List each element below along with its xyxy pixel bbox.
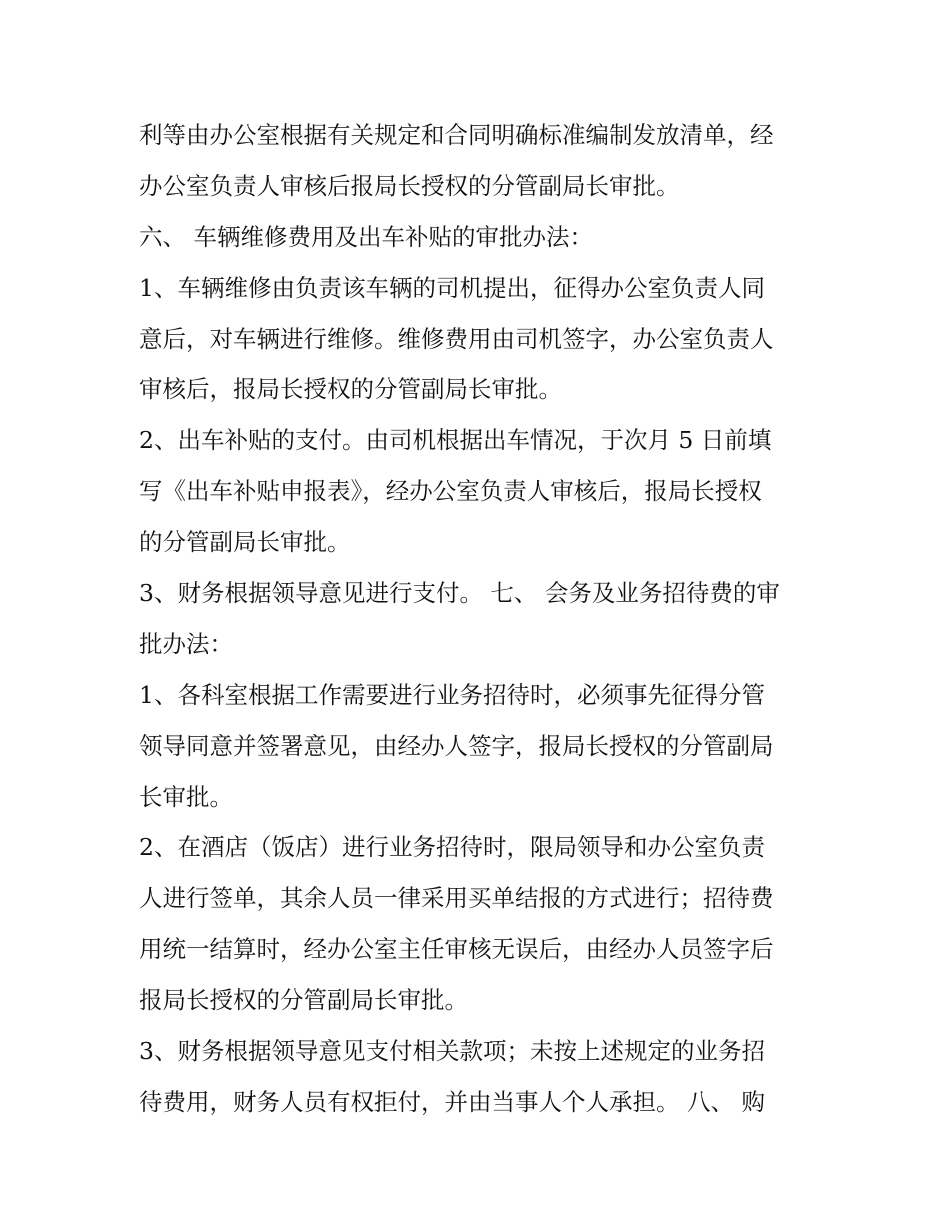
text-line: 人进行签单，其余人员一律采用买单结报的方式进行；招待费: [139, 884, 774, 913]
section-heading: 六、 车辆维修费用及出车补贴的审批办法：: [139, 222, 593, 251]
text-line: 用统一结算时，经办公室主任审核无误后，由经办人员签字后: [139, 935, 774, 964]
text-line: 长审批。: [139, 782, 233, 811]
text-line: 2、在酒店（饭店）进行业务招待时，限局领导和办公室负责: [139, 833, 765, 862]
text-line: 1、车辆维修由负责该车辆的司机提出，征得办公室负责人同: [139, 273, 765, 302]
text-line: 审核后，报局长授权的分管副局长审批。: [139, 375, 562, 404]
text-line: 3、财务根据领导意见进行支付。 七、 会务及业务招待费的审: [139, 579, 780, 608]
text-line: 1、各科室根据工作需要进行业务招待时，必须事先征得分管: [139, 680, 765, 709]
text-line: 意后，对车辆进行维修。维修费用由司机签字，办公室负责人: [139, 324, 774, 353]
text-line: 的分管副局长审批。: [139, 528, 351, 557]
text-line: 写《出车补贴申报表》，经办公室负责人审核后，报局长授权: [139, 477, 762, 506]
text-line: 待费用，财务人员有权拒付，并由当事人个人承担。 八、 购: [139, 1087, 765, 1116]
text-line: 3、财务根据领导意见支付相关款项；未按上述规定的业务招: [139, 1037, 765, 1066]
text-line: 办公室负责人审核后报局长授权的分管副局长审批。: [139, 171, 680, 200]
text-line: 领导同意并签署意见，由经办人签字，报局长授权的分管副局: [139, 731, 774, 760]
text-line: 利等由办公室根据有关规定和合同明确标准编制发放清单，经: [139, 121, 774, 149]
text-line: 2、出车补贴的支付。由司机根据出车情况，于次月 5 日前填: [139, 426, 772, 455]
document-body: [139, 110, 819, 1128]
text-line: 批办法：: [139, 629, 233, 658]
text-line: 报局长授权的分管副局长审批。: [139, 986, 468, 1015]
